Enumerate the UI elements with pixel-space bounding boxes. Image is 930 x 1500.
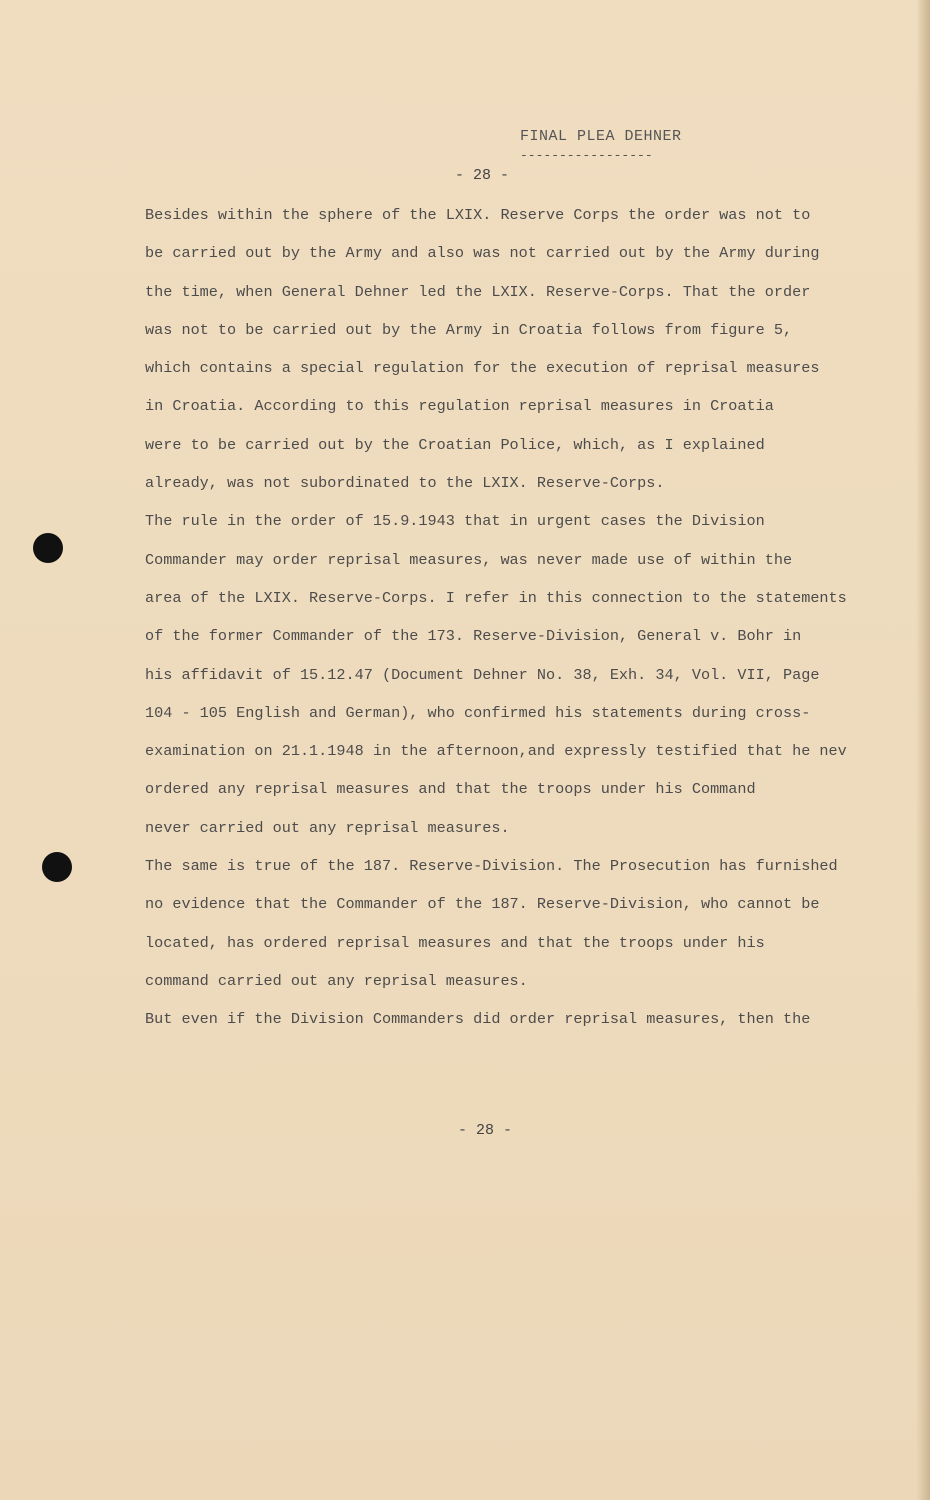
text-line: examination on 21.1.1948 in the afternoon,and expressly testified that he nev [145,742,847,761]
text-line: located, has ordered reprisal measures and that the troops under his [145,933,765,952]
page-edge-shadow [916,0,930,1500]
text-line: which contains a special regulation for the execution of reprisal measures [145,359,820,378]
text-line: 104 - 105 English and German), who confirmed his statements during cross- [145,703,811,722]
text-line: were to be carried out by the Croatian Police, which, as I explained [145,435,765,454]
text-line: in Croatia. According to this regulation reprisal measures in Croatia [145,397,774,416]
text-line: command carried out any reprisal measures. [145,971,528,990]
text-line: was not to be carried out by the Army in Croatia follows from figure 5, [145,320,793,339]
punch-hole-top [33,533,63,563]
text-line: Besides within the sphere of the LXIX. Reserve Corps the order was not to [145,206,811,224]
text-line: area of the LXIX. Reserve-Corps. I refer in this connection to the statements [145,588,847,607]
text-line: his affidavit of 15.12.47 (Document Dehner No. 38, Exh. 34, Vol. VII, Page [145,665,820,684]
title-underline: ----------------- [520,148,653,163]
page-number-top: - 28 - [455,167,510,184]
text-line: the time, when General Dehner led the LXIX. Reserve-Corps. That the order [145,282,811,301]
page-number-bottom: - 28 - [458,1122,513,1139]
text-line: Commander may order reprisal measures, was never made use of within the [145,550,793,569]
text-line: The same is true of the 187. Reserve-Division. The Prosecution has furnished [145,857,838,876]
text-line: already, was not subordinated to the LXIX. Reserve-Corps. [145,474,665,493]
document-title: FINAL PLEA DEHNER [520,128,682,145]
text-line: no evidence that the Commander of the 187. Reserve-Division, who cannot be [145,895,820,914]
text-line: ordered any reprisal measures and that the troops under his Command [145,780,756,799]
text-line: of the former Commander of the 173. Reserve-Division, General v. Bohr in [145,627,802,646]
text-line: be carried out by the Army and also was not carried out by the Army during [145,244,820,263]
body-text [145,202,915,1045]
text-line: never carried out any reprisal measures. [145,818,510,837]
punch-hole-bottom [42,852,72,882]
text-line: The rule in the order of 15.9.1943 that in urgent cases the Division [145,512,765,531]
text-line: But even if the Division Commanders did order reprisal measures, then the [145,1010,811,1029]
